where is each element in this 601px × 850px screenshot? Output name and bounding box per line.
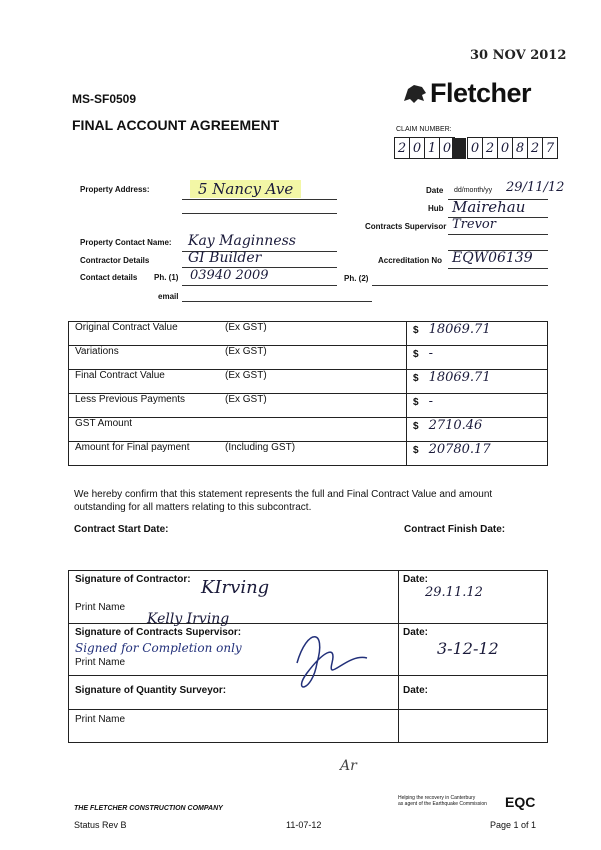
claim-number-boxes-2 <box>467 137 558 159</box>
value-tax: (Ex GST) <box>225 370 267 381</box>
value-label: Variations <box>75 346 119 357</box>
contractor-date-label: Date: <box>403 574 429 585</box>
value-amount-cell <box>407 418 548 442</box>
footer-company: THE FLETCHER CONSTRUCTION COMPANY <box>74 805 223 812</box>
value-tax: (Including GST) <box>225 442 296 453</box>
date-format: dd/month/yy <box>454 187 493 194</box>
ph1-value: 03940 2009 <box>190 268 269 283</box>
value-tax: (Ex GST) <box>225 346 267 357</box>
value-amount: 18069.71 <box>428 322 491 337</box>
confirmation-statement: We hereby confirm that this statement represents the full and Final Contract Value and amount outstanding for all matters relating to this subcontract. <box>74 489 493 513</box>
contract-start-label: Contract Start Date: <box>74 524 169 535</box>
contractor-details-value: GI Builder <box>188 250 262 266</box>
value-row-label-cell <box>69 394 407 418</box>
claim-number-label: CLAIM NUMBER: <box>396 126 452 133</box>
email-label: email <box>158 292 179 301</box>
value-amount-cell <box>407 346 548 370</box>
hub-label: Hub <box>428 204 444 213</box>
value-amount: 18069.71 <box>428 370 491 385</box>
claim-number-boxes <box>394 137 455 159</box>
value-row-label-cell <box>69 418 407 442</box>
value-label: Final Contract Value <box>75 370 165 381</box>
value-amount-cell <box>407 322 548 346</box>
date-value: 29/11/12 <box>506 180 565 195</box>
value-currency: $ <box>413 373 419 384</box>
supervisor-sig-label: Signature of Contracts Supervisor: <box>75 627 242 638</box>
value-amount: 2710.46 <box>428 418 483 433</box>
qs-print-label: Print Name <box>75 714 126 725</box>
value-row <box>69 370 548 394</box>
claim-digit: 1 <box>425 138 440 158</box>
ph1-label: Ph. (1) <box>154 273 179 282</box>
claim-digit: 0 <box>498 138 513 158</box>
claim-digit: 0 <box>442 140 452 156</box>
value-currency: $ <box>413 349 419 360</box>
contact-name-value: Kay Maginness <box>188 233 296 249</box>
value-currency: $ <box>413 325 419 336</box>
supervisor-value: Trevor <box>452 217 496 232</box>
accreditation-label: Accreditation No <box>378 256 443 265</box>
value-tax: (Ex GST) <box>225 322 267 333</box>
value-row-label-cell <box>69 370 407 394</box>
value-row-label-cell <box>69 346 407 370</box>
claim-digit: 0 <box>468 138 483 158</box>
value-amount-cell <box>407 442 548 466</box>
contract-finish-label: Contract Finish Date: <box>404 524 506 535</box>
eqc-logo: EQC <box>505 794 536 810</box>
form-code: MS-SF0509 <box>72 92 137 106</box>
date-label: Date <box>426 186 444 195</box>
date-stamp: 30 NOV 2012 <box>470 48 567 63</box>
accreditation-value: EQW06139 <box>452 250 533 266</box>
property-address-value: 5 Nancy Ave <box>190 180 301 198</box>
supervisor-note: Signed for Completion only <box>75 641 242 655</box>
value-amount: - <box>428 394 433 409</box>
value-tax: (Ex GST) <box>225 394 267 405</box>
handwritten-annotation: Ar <box>340 758 357 774</box>
contract-values-table <box>68 321 548 466</box>
claim-digit: 2 <box>483 138 498 158</box>
qs-sig-label: Signature of Quantity Surveyor: <box>75 685 227 696</box>
footer-page: Page 1 of 1 <box>490 820 537 830</box>
eqc-note-line1: Helping the recovery in Canterbury <box>398 795 476 801</box>
supervisor-label: Contracts Supervisor <box>365 222 447 231</box>
supervisor-date-label: Date: <box>403 627 429 638</box>
claim-digit: 8 <box>513 138 528 158</box>
supervisor-print-label: Print Name <box>75 657 126 668</box>
supervisor-signature-scribble <box>287 623 377 708</box>
value-amount-cell <box>407 370 548 394</box>
qs-date-label: Date: <box>403 685 429 696</box>
claim-separator-block <box>452 138 466 159</box>
footer-status: Status Rev B <box>74 820 127 830</box>
contractor-date-value: 29.11.12 <box>425 585 483 600</box>
value-row <box>69 418 548 442</box>
value-amount: 20780.17 <box>428 442 491 457</box>
value-currency: $ <box>413 421 419 432</box>
value-label: Amount for Final payment <box>75 442 190 453</box>
ph2-label: Ph. (2) <box>344 274 369 283</box>
signature-box <box>68 570 548 743</box>
value-row <box>69 394 548 418</box>
value-row <box>69 442 548 466</box>
value-row-label-cell <box>69 322 407 346</box>
value-row <box>69 346 548 370</box>
eqc-note-line2: as agent of the Earthquake Commission <box>398 801 487 807</box>
property-address-label: Property Address: <box>80 185 150 194</box>
hub-value: Mairehau <box>452 198 526 216</box>
value-label: Less Previous Payments <box>75 394 186 405</box>
logo-text: Fletcher <box>430 78 532 108</box>
claim-digit: 2 <box>528 138 543 158</box>
value-currency: $ <box>413 445 419 456</box>
contractor-signature: KIrving <box>201 577 270 598</box>
contractor-details-label: Contractor Details <box>80 256 150 265</box>
value-row-label-cell <box>69 442 407 466</box>
value-currency: $ <box>413 397 419 408</box>
lion-icon <box>402 83 428 105</box>
value-amount-cell <box>407 394 548 418</box>
value-label: Original Contract Value <box>75 322 178 333</box>
value-amount: - <box>428 346 433 361</box>
contact-name-label: Property Contact Name: <box>80 238 172 247</box>
contact-details-label: Contact details <box>80 273 138 282</box>
claim-digit: 0 <box>410 138 425 158</box>
footer-date: 11-07-12 <box>286 820 322 830</box>
value-row <box>69 322 548 346</box>
supervisor-date-value: 3-12-12 <box>437 639 499 658</box>
fletcher-logo <box>402 78 531 109</box>
contractor-print-value: Kelly Irving <box>147 611 230 627</box>
page-title: FINAL ACCOUNT AGREEMENT <box>72 117 280 133</box>
claim-digit: 7 <box>545 140 555 156</box>
contractor-print-label: Print Name <box>75 602 126 613</box>
contractor-sig-label: Signature of Contractor: <box>75 574 191 585</box>
claim-digit: 2 <box>395 138 410 158</box>
value-label: GST Amount <box>75 418 133 429</box>
